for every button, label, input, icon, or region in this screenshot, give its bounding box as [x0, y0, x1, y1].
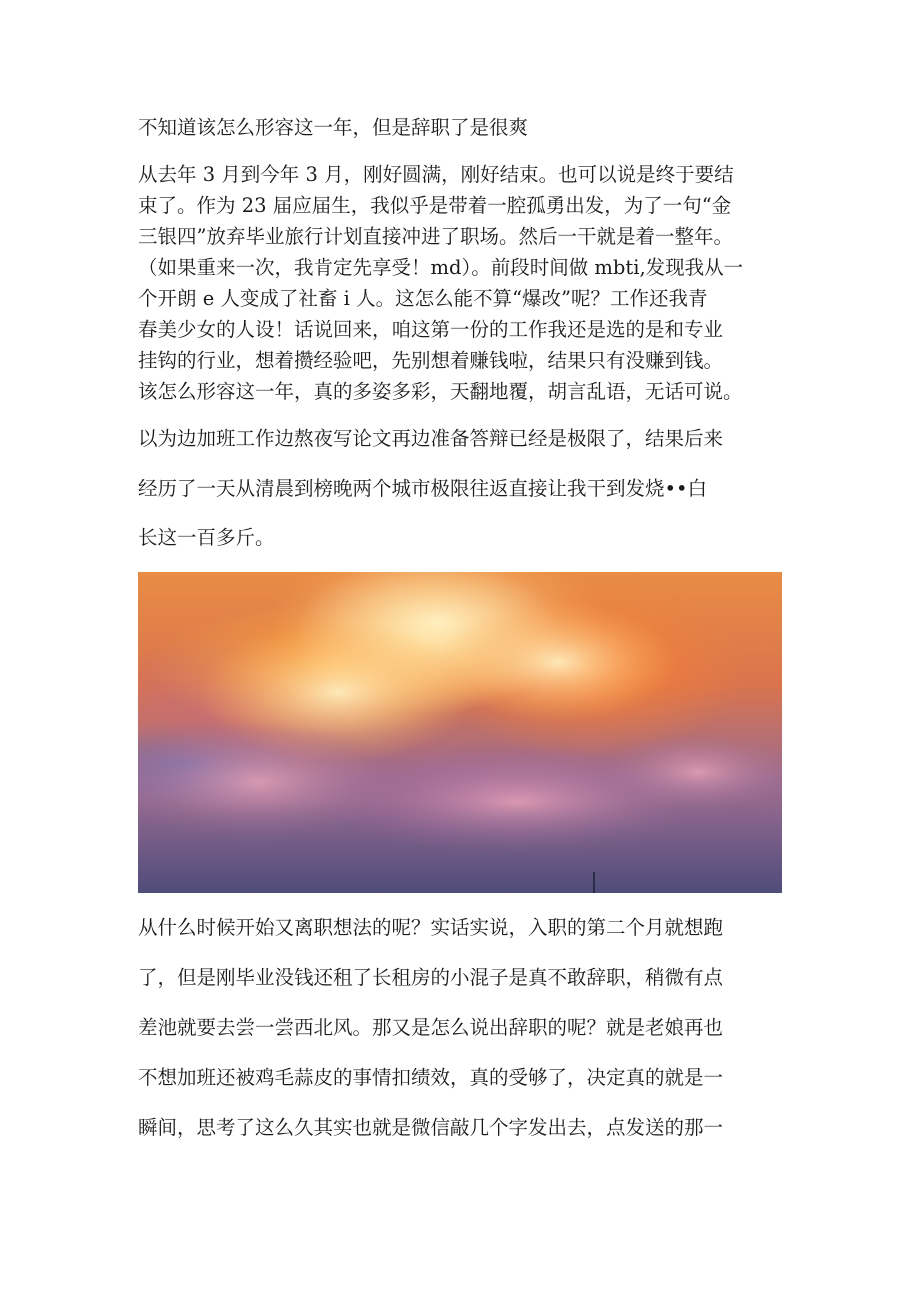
article-title: 不知道该怎么形容这一年，但是辞职了是很爽 [138, 116, 529, 139]
paragraph-1 [138, 159, 786, 376]
paragraph-4-line: 瞬间，思考了这么久其实也就是微信敲几个字发出去，点发送的那一 [138, 1116, 724, 1139]
paragraph-3-line: 长这一百多斤。 [138, 526, 275, 549]
paragraph-4-line: 不想加班还被鸡毛蒜皮的事情扣绩效，真的受够了，决定真的就是一 [138, 1066, 724, 1089]
paragraph-4-line: 了，但是刚毕业没钱还租了长租房的小混子是真不敢辞职，稍微有点 [138, 966, 724, 989]
paragraph-1-line: 从去年 3 月到今年 3 月，刚好圆满，刚好结束。也可以说是终于要结 [138, 163, 734, 186]
sunset-clouds-photo [138, 572, 782, 893]
paragraph-1-line: 个开朗 e 人变成了社畜 i 人。这怎么能不算“爆改”呢？工作还我青 [138, 287, 708, 310]
paragraph-3-line: 经历了一天从清晨到榜晚两个城市极限往返直接让我干到发烧••白 [138, 477, 708, 500]
paragraph-1-line: 春美少女的人设！话说回来，咱这第一份的工作我还是选的是和专业 [138, 318, 724, 341]
paragraph-1-line: （如果重来一次，我肯定先享受！md）。前段时间做 mbti,发现我从一 [138, 256, 744, 279]
paragraph-1-line: 三银四”放弃毕业旅行计划直接冲进了职场。然后一干就是着一整年。 [138, 225, 733, 248]
paragraph-1-line: 束了。作为 23 届应届生，我似乎是带着一腔孤勇出发，为了一句“金 [138, 194, 732, 217]
paragraph-1-line: 挂钩的行业，想着攒经验吧，先别想着赚钱啦，结果只有没赚到钱。 [138, 349, 724, 372]
paragraph-2 [138, 376, 786, 407]
paragraph-3-line: 以为边加班工作边熬夜写论文再边准备答辩已经是极限了，结果后来 [138, 427, 724, 450]
paragraph-4-line: 从什么时候开始又离职想法的呢？实话实说，入职的第二个月就想跑 [138, 916, 724, 939]
paragraph-4-line: 差池就要去尝一尝西北风。那又是怎么说出辞职的呢？就是老娘再也 [138, 1016, 724, 1039]
paragraph-2-line: 该怎么形容这一年，真的多姿多彩，天翻地覆，胡言乱语，无话可说。 [138, 380, 743, 403]
